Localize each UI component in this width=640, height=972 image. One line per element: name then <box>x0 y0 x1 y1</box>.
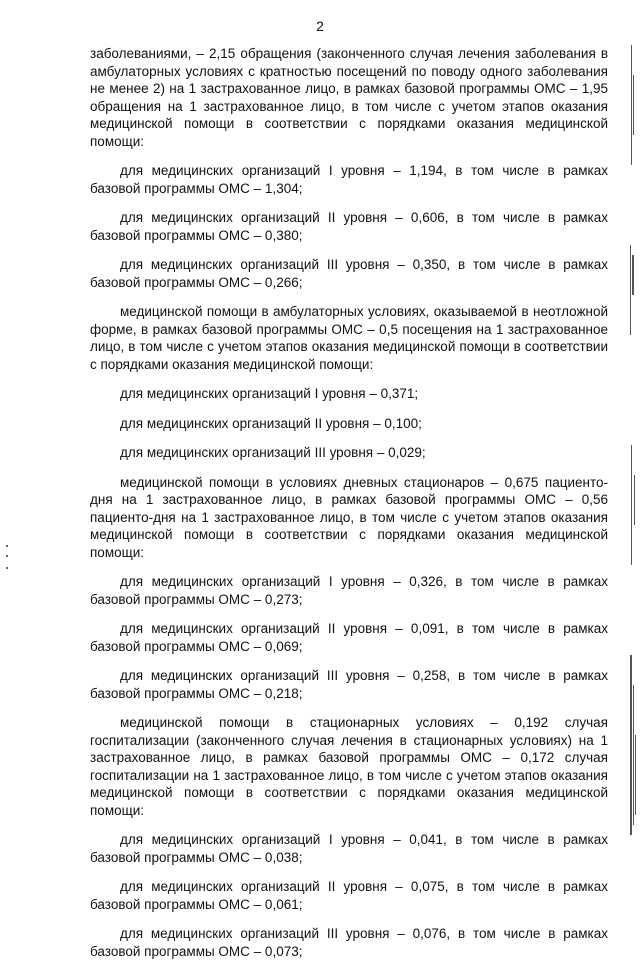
paragraph-level1-urgent: для медицинских организаций I уровня – 0,371; <box>120 386 419 401</box>
paragraph-level2-day-hospital: для медицинских организаций II уровня – 0,091, в том числе в рамках базовой программы ОМС – 0,069; <box>90 621 608 654</box>
paragraph-day-hospital: медицинской помощи в условиях дневных стационаров – 0,675 пациенто-дня на 1 застрахованное лицо, в рамках базовой программы ОМС – 0,56 пациенто-дня на 1 застрахованное лицо, в том числе с учетом этапов оказания медицинской помощи в соответствии с порядками оказания медицинской помощи: <box>90 474 608 560</box>
page-number: 2 <box>316 18 324 34</box>
paragraph-level2-inpatient: для медицинских организаций II уровня – 0,075, в том числе в рамках базовой программы ОМС – 0,061; <box>90 879 608 912</box>
paragraph-inpatient: медицинской помощи в стационарных условиях – 0,192 случая госпитализации (законченного случая лечения в стационарных условиях) на 1 застрахованное лицо, в рамках базовой программы ОМС – 0,172 случая госпитализации на 1 застрахованное лицо, в том числе с учетом этапов оказания медицинской помощи в соответствии с порядками оказания медицинской помощи: <box>90 715 608 818</box>
scan-edge-artifact <box>622 45 636 835</box>
paragraph-level2-ambulatory: для медицинских организаций II уровня – 0,606, в том числе в рамках базовой программы ОМС – 0,380; <box>90 210 608 243</box>
paragraph-level2-urgent: для медицинских организаций II уровня – 0,100; <box>120 415 422 431</box>
paragraph-level3-day-hospital: для медицинских организаций III уровня – 0,258, в том числе в рамках базовой программы ОМС – 0,218; <box>90 668 608 701</box>
paragraph-level1-inpatient: для медицинских организаций I уровня – 0,041, в том числе в рамках базовой программы ОМС – 0,038; <box>90 832 608 865</box>
paragraph-continuation: заболеваниями, – 2,15 обращения (законченного случая лечения заболевания в амбулаторных условиях с кратностью посещений по поводу одного заболевания не менее 2) на 1 застрахованное лицо, в рамках базовой программы ОМС – 1,95 обращения на 1 застрахованное лицо, в том числе с учетом этапов оказания медицинской помощи в соответствии с порядками оказания медицинской помощи: <box>90 46 608 149</box>
paragraph-level3-urgent: для медицинских организаций III уровня – 0,029; <box>120 445 426 460</box>
paragraph-urgent-care: медицинской помощи в амбулаторных условиях, оказываемой в неотложной форме, в рамках базовой программы ОМС – 0,5 посещения на 1 застрахованное лицо, в том числе с учетом этапов оказания медицинской помощи в соответствии с порядками оказания медицинской помощи: <box>90 304 608 372</box>
paragraph-level3-ambulatory: для медицинских организаций III уровня – 0,350, в том числе в рамках базовой программы ОМС – 0,266; <box>90 257 608 290</box>
document-body <box>90 45 608 972</box>
paragraph-level3-inpatient: для медицинских организаций III уровня – 0,076, в том числе в рамках базовой программы ОМС – 0,073; <box>90 926 608 959</box>
paragraph-level1-day-hospital: для медицинских организаций I уровня – 0,326, в том числе в рамках базовой программы ОМС – 0,273; <box>90 574 608 607</box>
scan-dot-artifact <box>6 545 8 575</box>
paragraph-level1-ambulatory: для медицинских организаций I уровня – 1,194, в том числе в рамках базовой программы ОМС – 1,304; <box>90 163 608 196</box>
